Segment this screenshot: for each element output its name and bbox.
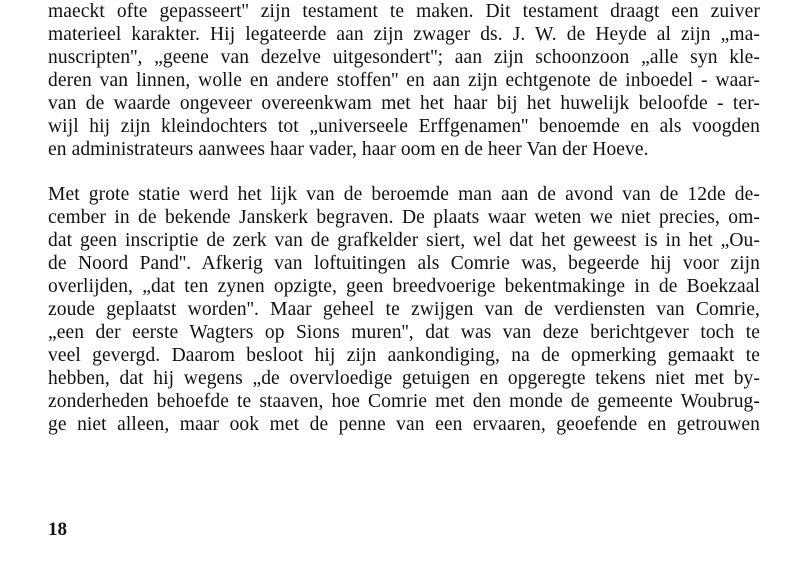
paragraph-burial [48, 183, 760, 436]
text-line: deren van linnen, wolle en andere stoffen'' en aan zijn echtgenote de inboedel - waar- [48, 70, 760, 91]
text-line: en administrateurs aanwees haar vader, haar oom en de heer Van der Hoeve. [48, 139, 649, 160]
text-line: maeckt ofte gepasseert'' zijn testament te maken. Dit testament draagt een zuiver [48, 1, 760, 22]
text-line: Met grote statie werd het lijk van de beroemde man aan de avond van de 12de de- [48, 184, 760, 205]
page-number: 18 [48, 519, 67, 540]
text-line: van de waarde ongeveer overeenkwam met het haar bij het huwelijk beloofde - ter- [48, 93, 760, 114]
text-line: zonderheden behoefde te staaven, hoe Comrie met den monde de gemeente Woubrug- [48, 391, 760, 412]
text-line: ge niet alleen, maar ook met de penne van een ervaaren, geoefende en getrouwen [48, 414, 760, 435]
text-line: nuscripten'', „geene van dezelve uitgesondert''; aan zijn schoonzoon „alle syn kle- [48, 47, 760, 68]
text-line: dat geen inscriptie de zerk van de grafkelder siert, wel dat het geweest is in het „Ou- [48, 230, 760, 251]
text-line: overlijden, „dat ten zynen opzigte, geen breedvoerige bekentmakinge in de Boekzaal [48, 276, 760, 297]
text-line: wijl hij zijn kleindochters tot „universeele Erffgenamen'' benoemde en als voogden [48, 116, 760, 137]
text-line: de Noord Pand''. Afkerig van loftuitingen als Comrie was, begeerde hij voor zijn [48, 253, 760, 274]
paragraph-testament [48, 0, 760, 161]
text-line: „een der eerste Wagters op Sions muren'', dat was van deze berichtgever toch te [48, 322, 760, 343]
text-line: veel gevergd. Daarom besloot hij zijn aankondiging, na de opmerking gemaakt te [48, 345, 760, 366]
text-line: hebben, dat hij wegens „de overvloedige getuigen en opgeregte tekens niet met by- [48, 368, 760, 389]
text-line: cember in de bekende Janskerk begraven. De plaats waar weten we niet precies, om- [48, 207, 760, 228]
text-line: zoude geplaatst worden''. Maar geheel te zwijgen van de verdiensten van Comrie, [48, 299, 760, 320]
text-line: materieel karakter. Hij legateerde aan zijn zwager ds. J. W. de Heyde al zijn „ma- [48, 24, 760, 45]
